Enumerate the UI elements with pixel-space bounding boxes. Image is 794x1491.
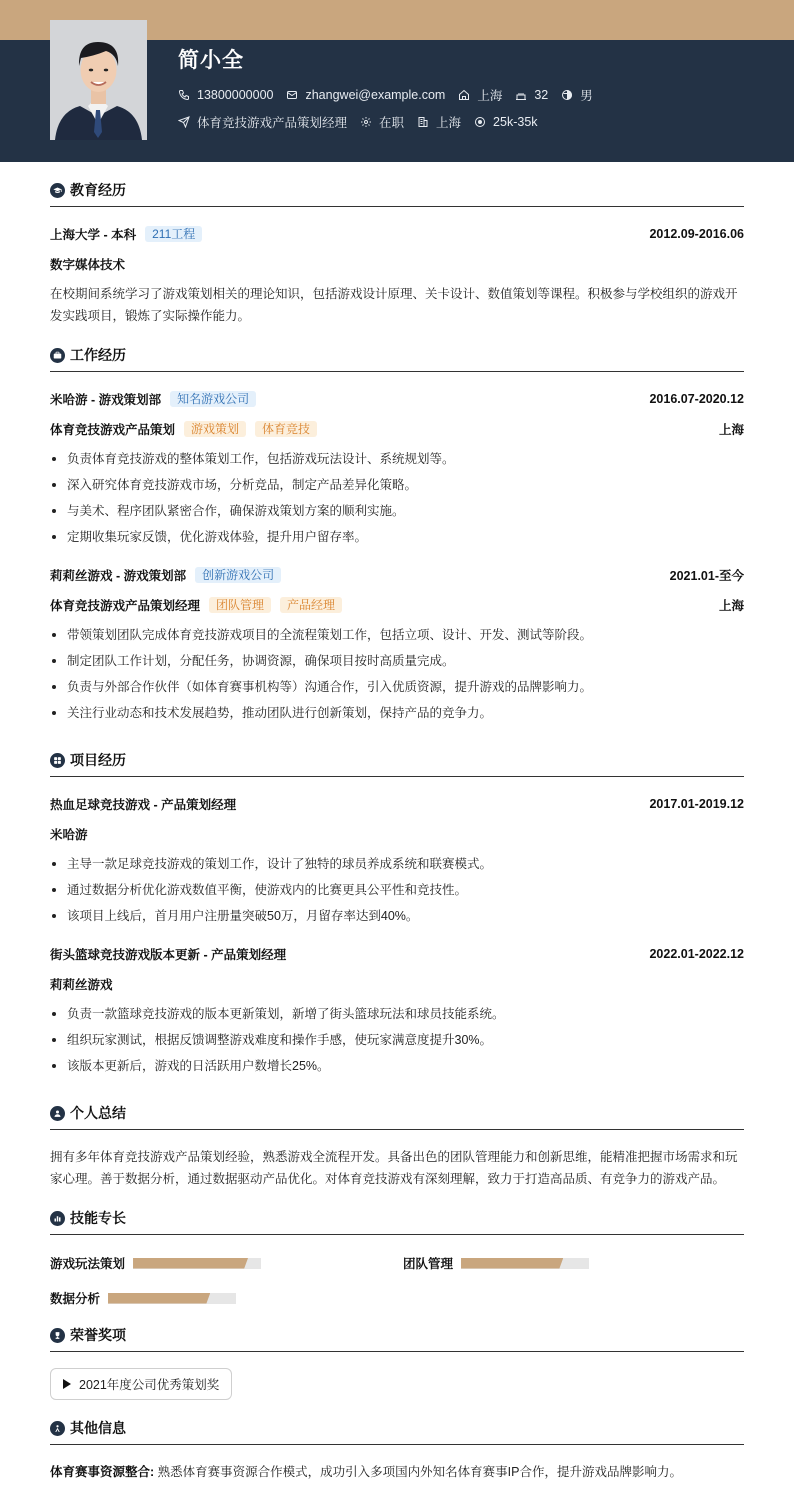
other-label: 体育赛事资源整合:: [50, 1465, 155, 1479]
role-tag: 体育竞技: [255, 421, 317, 437]
list-item: 负责一款篮球竞技游戏的版本更新策划，新增了街头篮球玩法和球员技能系统。: [50, 1001, 744, 1027]
project-2-bullets: [50, 1001, 744, 1079]
email-item: [286, 88, 445, 102]
mail-icon: [286, 89, 298, 101]
job-intent-row: [178, 113, 551, 131]
caret-right-icon: [63, 1379, 71, 1389]
work-period: 2021.01-至今: [669, 569, 744, 583]
role-name: 体育竞技游戏产品策划: [50, 423, 176, 437]
skill-bar-fill: [108, 1293, 210, 1304]
skill-bar: [108, 1293, 236, 1304]
briefcase-icon: [50, 348, 65, 363]
email-text: zhangwei@example.com: [305, 88, 446, 102]
project-1-header-row: [50, 795, 744, 813]
work-2-role-row: [50, 596, 744, 614]
major-name: 数字媒体技术: [50, 258, 126, 272]
role-tag: 团队管理: [209, 597, 271, 613]
cake-icon: [515, 89, 527, 101]
work-1-role-row: [50, 420, 744, 438]
star-person-icon: [50, 1421, 65, 1436]
age-text: 32: [534, 88, 549, 102]
company-tag: 知名游戏公司: [170, 391, 256, 407]
work-2-bullets: [50, 622, 744, 726]
project-1-org-row: [50, 825, 744, 843]
section-skills: [50, 1211, 744, 1235]
phone-item: [178, 88, 273, 102]
list-item: 带领策划团队完成体育竞技游戏项目的全流程策划工作，包括立项、设计、开发、测试等阶段。: [50, 622, 744, 648]
skill-item: [50, 1254, 261, 1272]
city-text: 上海: [477, 89, 503, 103]
summary-text: 拥有多年体育竞技游戏产品策划经验，熟悉游戏全流程开发。具备出色的团队管理能力和创新思维，能精准把握市场需求和玩家心理。善于数据分析，通过数据驱动产品优化。对体育竞技游戏有深刻理解，致力于打造高品质、有竞争力的游戏产品。: [50, 1150, 738, 1186]
paper-plane-icon: [178, 116, 190, 128]
education-header-row: [50, 225, 744, 243]
status-text: 在职: [379, 116, 405, 130]
phone-text: 13800000000: [197, 88, 274, 102]
work-location: 上海: [718, 599, 744, 613]
work-1-header-row: [50, 390, 744, 408]
list-item: 该项目上线后，首月用户注册量突破50万，月留存率达到40%。: [50, 903, 744, 929]
status-item: [360, 113, 404, 131]
education-major-row: [50, 255, 744, 273]
other-text: 熟悉体育赛事资源合作模式，成功引入多项国内外知名体育赛事IP合作，提升游戏品牌影响力。: [157, 1465, 682, 1479]
salary-item: [474, 115, 537, 129]
section-title: 教育经历: [70, 182, 126, 198]
school-tag: 211工程: [145, 226, 202, 242]
project-period: 2022.01-2022.12: [649, 947, 744, 961]
age-item: [515, 88, 548, 102]
coin-icon: [474, 116, 486, 128]
education-description: 在校期间系统学习了游戏策划相关的理论知识，包括游戏设计原理、关卡设计、数值策划等课程。积极参与学校组织的游戏开发实践项目，锻炼了实际操作能力。: [50, 287, 738, 323]
section-title: 项目经历: [70, 752, 126, 768]
list-item: 深入研究体育竞技游戏市场，分析竞品，制定产品差异化策略。: [50, 472, 744, 498]
project-1-bullets: [50, 851, 744, 929]
section-title: 个人总结: [70, 1105, 126, 1121]
building-icon: [417, 116, 429, 128]
target-job-text: 体育竞技游戏产品策划经理: [197, 116, 348, 130]
skill-item: [50, 1289, 236, 1307]
user-icon: [50, 1106, 65, 1121]
project-period: 2017.01-2019.12: [649, 797, 744, 811]
award-text: 2021年度公司优秀策划奖: [79, 1378, 220, 1392]
project-2-org-row: [50, 975, 744, 993]
bar-chart-icon: [50, 1211, 65, 1226]
skill-bar-fill: [461, 1258, 563, 1269]
company-name: 莉莉丝游戏 - 游戏策划部: [50, 569, 187, 583]
education-period: 2012.09-2016.06: [649, 227, 744, 241]
skill-name: 团队管理: [403, 1257, 454, 1271]
role-name: 体育竞技游戏产品策划经理: [50, 599, 201, 613]
award-item[interactable]: [50, 1368, 232, 1400]
section-work: [50, 348, 744, 372]
role-tag: 游戏策划: [184, 421, 246, 437]
work-2-header-row: [50, 566, 744, 584]
list-item: 主导一款足球竞技游戏的策划工作，设计了独特的球员养成系统和联赛模式。: [50, 851, 744, 877]
section-title: 技能专长: [70, 1210, 126, 1226]
school-name: 上海大学 - 本科: [50, 228, 137, 242]
avatar: [50, 20, 147, 140]
company-name: 米哈游 - 游戏策划部: [50, 393, 162, 407]
skill-item: [403, 1254, 589, 1272]
section-education: [50, 183, 744, 207]
list-item: 制定团队工作计划，分配任务，协调资源，确保项目按时高质量完成。: [50, 648, 744, 674]
section-other: [50, 1421, 744, 1445]
skill-bar-fill: [133, 1258, 248, 1269]
target-city-text: 上海: [436, 116, 462, 130]
role-tag: 产品经理: [280, 597, 342, 613]
contact-row: [178, 86, 606, 104]
other-info: [50, 1462, 744, 1480]
grid-icon: [50, 753, 65, 768]
target-city-item: [417, 113, 461, 131]
section-summary: [50, 1106, 744, 1130]
gender-icon: [561, 89, 573, 101]
work-location: 上海: [718, 423, 744, 437]
city-item: [458, 86, 502, 104]
list-item: 关注行业动态和技术发展趋势，推动团队进行创新策划，保持产品的竞争力。: [50, 700, 744, 726]
gender-item: [561, 86, 593, 104]
list-item: 组织玩家测试，根据反馈调整游戏难度和操作手感，使玩家满意度提升30%。: [50, 1027, 744, 1053]
list-item: 该版本更新后，游戏的日活跃用户数增长25%。: [50, 1053, 744, 1079]
section-title: 其他信息: [70, 1420, 126, 1436]
gear-icon: [360, 116, 372, 128]
project-org: 米哈游: [50, 828, 88, 842]
candidate-name: 简小全: [178, 49, 244, 72]
list-item: 定期收集玩家反馈，优化游戏体验，提升用户留存率。: [50, 524, 744, 550]
section-title: 工作经历: [70, 347, 126, 363]
section-title: 荣誉奖项: [70, 1327, 126, 1343]
work-1-bullets: [50, 446, 744, 550]
list-item: 负责体育竞技游戏的整体策划工作，包括游戏玩法设计、系统规划等。: [50, 446, 744, 472]
skill-bar: [461, 1258, 589, 1269]
graduation-cap-icon: [50, 183, 65, 198]
project-org: 莉莉丝游戏: [50, 978, 113, 992]
project-2-header-row: [50, 945, 744, 963]
list-item: 负责与外部合作伙伴（如体育赛事机构等）沟通合作，引入优质资源，提升游戏的品牌影响力。: [50, 674, 744, 700]
skill-name: 数据分析: [50, 1292, 101, 1306]
work-period: 2016.07-2020.12: [649, 392, 744, 406]
gender-text: 男: [580, 89, 593, 103]
project-title: 热血足球竞技游戏 - 产品策划经理: [50, 798, 237, 812]
skill-bar: [133, 1258, 261, 1269]
phone-icon: [178, 89, 190, 101]
skill-name: 游戏玩法策划: [50, 1257, 126, 1271]
salary-text: 25k-35k: [493, 115, 538, 129]
company-tag: 创新游戏公司: [195, 567, 281, 583]
list-item: 与美术、程序团队紧密合作，确保游戏策划方案的顺利实施。: [50, 498, 744, 524]
home-icon: [458, 89, 470, 101]
target-job-item: [178, 113, 347, 131]
list-item: 通过数据分析优化游戏数值平衡，使游戏内的比赛更具公平性和竞技性。: [50, 877, 744, 903]
section-projects: [50, 753, 744, 777]
trophy-icon: [50, 1328, 65, 1343]
project-title: 街头篮球竞技游戏版本更新 - 产品策划经理: [50, 948, 287, 962]
avatar-portrait: [50, 20, 147, 140]
section-awards: [50, 1328, 744, 1352]
